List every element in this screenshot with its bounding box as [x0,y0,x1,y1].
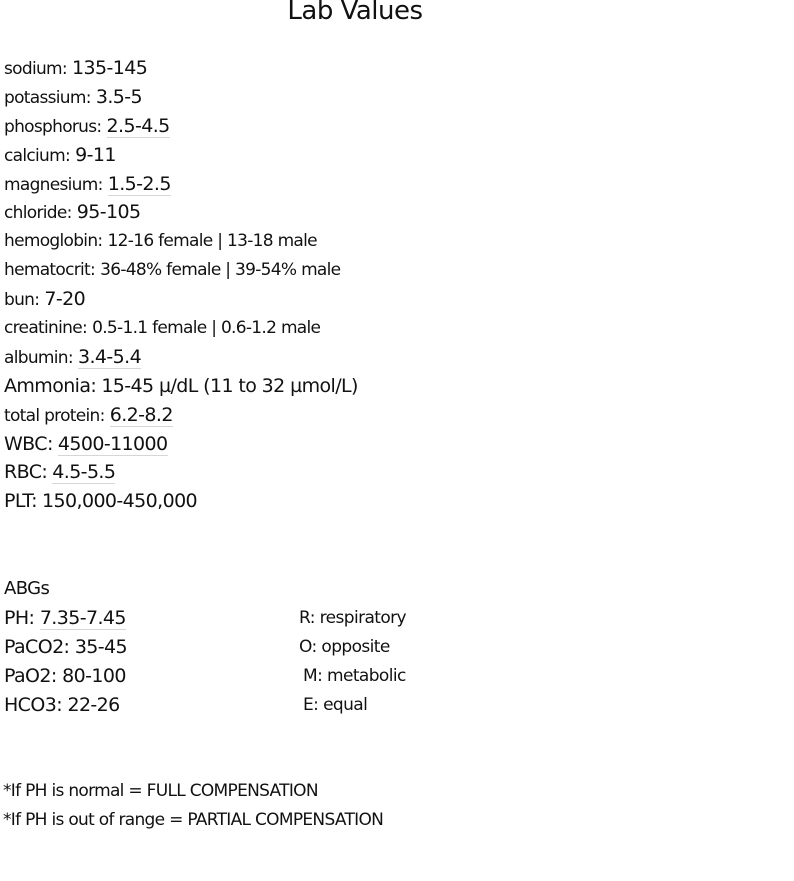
lab-row-total-protein [4,401,358,430]
lab-name: WBC: [4,432,53,455]
lab-value: 7-20 [44,288,86,311]
lab-value: 6.2-8.2 [109,403,173,426]
note-partial-compensation: *If PH is out of range = PARTIAL COMPENSATION [3,810,384,830]
lab-row-potassium [4,83,358,112]
abg-name: PH: [4,607,35,629]
lab-name: creatinine: [4,318,87,339]
lab-row-hemoglobin [4,227,358,256]
rome-mnemonic-list [299,604,406,720]
lab-row-rbc [4,458,358,487]
lab-name: hematocrit: [4,260,96,281]
lab-name: hemoglobin: [4,231,103,252]
lab-row-chloride [4,198,358,227]
lab-value: 36-48% female | 39-54% male [100,260,341,281]
lab-name: chloride: [4,203,72,224]
lab-value: 15-45 µ/dL (11 to 32 µmol/L) [101,374,358,397]
lab-value: 4.5-5.5 [52,461,116,484]
lab-value: 1.5-2.5 [107,172,171,195]
abg-row-paco2 [4,633,127,662]
lab-name: bun: [4,290,40,311]
page-title: Lab Values [287,0,423,26]
lab-value: 3.5-5 [95,85,143,108]
abg-value: 80-100 [62,664,126,687]
lab-value: 150,000-450,000 [42,490,198,513]
lab-value: 9-11 [75,143,116,166]
lab-name: total protein: [4,405,105,426]
lab-row-ammonia [4,372,358,401]
lab-values-list [4,54,358,516]
abg-name: PaCO2: [4,635,70,658]
lab-name: albumin: [4,347,73,368]
lab-name: magnesium: [4,174,103,195]
compensation-notes [3,777,383,835]
rome-item-e: E: equal [303,694,368,715]
lab-row-plt [4,487,358,516]
lab-row-magnesium [4,170,358,199]
lab-name: phosphorus: [4,116,102,137]
abg-values-list [4,604,127,720]
lab-value: 4500-11000 [57,432,168,455]
abg-row-ph [4,604,127,633]
lab-row-albumin [4,343,358,372]
abg-row-pao2 [4,662,127,691]
lab-name: potassium: [4,87,91,108]
abg-value: 22-26 [67,693,120,716]
lab-row-calcium [4,141,358,170]
lab-value: 3.4-5.4 [78,345,142,368]
abg-name: PaO2: [4,664,57,687]
lab-name: sodium: [4,59,67,79]
abg-name: HCO3: [4,693,62,716]
lab-name: Ammonia: [4,374,97,397]
lab-row-phosphorus [4,112,358,141]
lab-value: 135-145 [72,57,148,79]
lab-name: RBC: [4,461,48,484]
rome-item-m: M: metabolic [303,665,406,686]
abg-value: 35-45 [74,635,128,658]
rome-item-r: R: respiratory [299,608,406,628]
lab-name: calcium: [4,145,71,166]
lab-row-wbc [4,430,358,459]
lab-row-hematocrit [4,256,358,285]
abg-row-hco3 [4,691,127,720]
lab-value: 95-105 [76,201,141,224]
note-full-compensation: *If PH is normal = FULL COMPENSATION [3,781,318,801]
lab-value: 2.5-4.5 [106,114,170,137]
lab-value: 12-16 female | 13-18 male [107,231,317,252]
lab-row-bun [4,285,358,314]
lab-value: 0.5-1.1 female | 0.6-1.2 male [92,318,321,339]
lab-row-creatinine [4,314,358,343]
abgs-heading: ABGs [4,578,50,599]
abg-value: 7.35-7.45 [39,607,126,629]
rome-item-o: O: opposite [299,636,390,657]
lab-row-sodium [4,54,358,83]
lab-name: PLT: [4,490,37,513]
